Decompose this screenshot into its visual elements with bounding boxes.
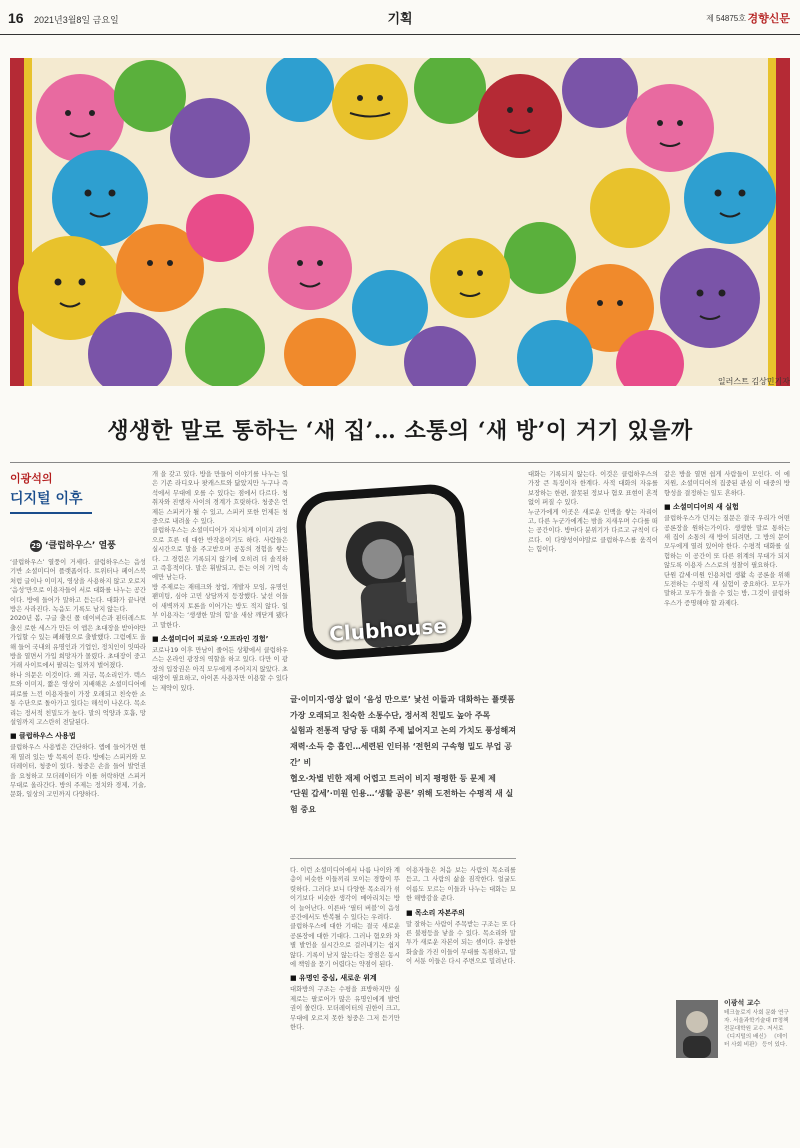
body-column-2 bbox=[152, 470, 288, 1138]
pull-quote-line: 협오·차별 빈한 재제 어렵고 트러이 비지 평평한 등 문제 제 bbox=[290, 773, 496, 783]
face-circle bbox=[504, 222, 576, 294]
paragraph: 대화방의 구조는 수평을 표방하지만 실제로는 팔로어가 많은 유명인에게 발언권이 쏠린다. 모더레이터의 권한이 크고, 무대에 오르지 못한 청중은 그저 듣기만 한다. bbox=[290, 986, 400, 1032]
paragraph: 클럽하우스 사용법은 간단하다. 앱에 들어가면 현재 열려 있는 방 목록이 뜬다. 방에는 스피커와 모더레이터, 청중이 있다. 청중은 손을 들어 발언권을 요청하고 모더레이터가 이를 허락하면 스피커 무대로 올라간다. 방의 주제는 정치와 경제, 기술, 문화, 일상의 고민까지 다양하다. bbox=[10, 744, 146, 799]
pull-quote bbox=[290, 692, 516, 818]
face-circle bbox=[332, 64, 408, 140]
pull-quote-line: 글·이미지·영상 없이 ‘음성 만으로’ 낯선 이들과 대화하는 플랫폼 bbox=[290, 695, 515, 704]
masthead-rule bbox=[0, 34, 800, 35]
face-circle bbox=[590, 168, 670, 248]
face-circle bbox=[186, 194, 254, 262]
pull-quote-line: ‘단원 갑세’·미원 인용…‘생활 공론’ 위해 도전하는 수평적 새 실험 중요 bbox=[290, 789, 514, 814]
paragraph: 하나 의문은 이것이다. 왜 지금, 목소리인가. 텍스트와 이미지, 짧은 영상이 지배해온 소셜미디어에 피로를 느낀 이용자들이 가장 오래되고 친숙한 소통 수단으로 돌아가고 있다는 해석이 나온다. 목소리는 정서적 친밀도가 높다. 말의 억양과 호흡, 망설임까지 고스란히 전달된다. bbox=[10, 671, 146, 726]
subheading: ■ 유명인 중심, 새로운 위계 bbox=[290, 974, 377, 983]
body-column-3 bbox=[290, 866, 400, 1138]
face-circle bbox=[36, 74, 124, 162]
column-topic bbox=[30, 538, 116, 552]
pull-quote-line: 가장 오래되고 친숙한 소통수단, 정서적 친밀도 높아 주목 bbox=[290, 710, 491, 720]
paragraph: 클럽하우스가 던지는 질문은 결국 우리가 어떤 공론장을 원하는가이다. 생생한 말로 통하는 새 집이 소통의 새 방이 되려면, 그 방의 문이 모두에게 열려 있어야 한다. 수평적 대화를 실험하는 이 공간이 또 다른 위계의 무대가 되지 않도록 이용자 스스로의 성찰이 필요하다. bbox=[664, 515, 790, 570]
face-circle bbox=[268, 226, 352, 310]
face-circle bbox=[430, 238, 510, 318]
masthead bbox=[0, 0, 800, 44]
face-circle bbox=[185, 308, 265, 386]
topic-number-icon: 29 bbox=[31, 541, 41, 550]
paragraph: 말 잘하는 사람이 주목받는 구조는 또 다른 불평등을 낳을 수 있다. 목소리와 말투가 새로운 자본이 되는 셈이다. 유창한 화술을 가진 이들이 무대를 독점하고, 말이 서툰 이들은 다시 주변으로 밀려난다. bbox=[406, 920, 516, 966]
topic-label: ‘클럽하우스’ 열풍 bbox=[45, 541, 116, 551]
author-photo bbox=[676, 1000, 718, 1058]
headline: 생생한 말로 통하는 ‘새 집’… 소통의 ‘새 방’이 거기 있을까 bbox=[107, 418, 693, 444]
paragraph: 코로나19 이후 만남이 줄어든 상황에서 클럽하우스는 온라인 광장의 역할을 하고 있다. 다만 이 광장의 입장권은 아직 모두에게 주어지지 않았다. 초대장이 필요하고, 아이폰 사용자만 이용할 수 있다는 제약이 있다. bbox=[152, 646, 288, 692]
paragraph: 개 을 갖고 있다. 방을 만들어 이야기를 나누는 일은 기존 라디오나 팟캐스트와 닮았지만 누구나 즉석에서 무대에 오를 수 있다는 점에서 다르다. 청취자와 진행자 사이의 경계가 흐릿하다. 청중은 언제든 스피커가 될 수 있고, 스피커 또한 언제든 청중으로 내려올 수 있다. bbox=[152, 471, 288, 526]
paragraph: 방 주제로는 재테크와 창업, 개발자 모임, 유명인 팬미팅, 심야 고민 상담까지 등장했다. 낯선 이들이 새벽까지 토론을 이어가는 방도 적지 않다. 일부 이용자는 ‘생생한 말의 힘’을 새삼 깨닫게 됐다고 말한다. bbox=[152, 583, 288, 629]
body-column-1 bbox=[10, 558, 146, 1138]
face-circle bbox=[52, 150, 148, 246]
paragraph: 클럽하우스에 대한 기대는 결국 새로운 공론장에 대한 기대다. 그러나 혐오와 차별 발언을 실시간으로 걸러내기는 쉽지 않다. 기록이 남지 않는다는 장점은 동시에 책임을 묻기 어렵다는 약점이 된다. bbox=[290, 923, 400, 969]
face-circle bbox=[626, 84, 714, 172]
paragraph: 누군가에게 이곳은 새로운 인맥을 쌓는 자리이고, 다른 누군가에게는 밤을 지새우며 수다를 떠는 공간이다. 방마다 분위기가 다르고 규칙이 다르다. 이 다양성이야말로 클럽하우스를 움직이는 힘이다. bbox=[528, 508, 658, 554]
logo-wordmark: Clubhouse bbox=[328, 613, 448, 646]
column-author: 이광석의 bbox=[10, 472, 53, 485]
pull-quote-line: 재력·소득 층 흡인…세련된 인터뷰 ‘전헌의 구속형 밀도 부업 공간’ 비 bbox=[290, 742, 512, 767]
subheading: ■ 소셜미디어 피로와 ‘오프라인 경험’ bbox=[152, 634, 269, 643]
subheading: ■ 소셜미디어의 새 실험 bbox=[664, 503, 739, 512]
paragraph: 2020년 봄, 구글 출신 폴 데이비슨과 핀터레스트 출신 로한 세스가 만든 이 앱은 초대장을 받아야만 가입할 수 있는 폐쇄형으로 출발했다. 그럼에도 올해 들어 국내외 유명인과 기업인, 정치인이 잇따라 방을 열면서 가입 희망자가 몰렸다. 초대장이 중고 거래 사이트에서 팔리는 일까지 벌어졌다. bbox=[10, 615, 146, 670]
illustration-credit: 일러스트 김상민기자 bbox=[717, 377, 790, 386]
page-number: 16 bbox=[8, 10, 24, 26]
column-title-rule bbox=[10, 512, 92, 514]
face-circle bbox=[170, 98, 250, 178]
publication-date: 2021년3월8일 금요일 bbox=[34, 15, 119, 25]
author-description: 테크놀로지 사회 문화 연구자. 서울과학기술대 IT정책전문대학원 교수. 저서로 《디지털의 배신》 《데이터 사회 비판》 등이 있다. bbox=[724, 1010, 789, 1048]
author-portrait-icon bbox=[676, 1000, 718, 1058]
face-circle bbox=[478, 74, 562, 158]
column-title: 디지털 이후 bbox=[10, 491, 83, 507]
column-header bbox=[10, 470, 92, 514]
face-circle bbox=[684, 152, 776, 244]
body-column-4 bbox=[528, 470, 658, 1138]
paragraph: 다. 이런 소셜미디어에서 나름 나이와 계층이 비슷한 이들끼리 모이는 경향이 뚜렷하다. 그러다 보니 다양한 목소리가 섞이기보다 비슷한 생각이 메아리치는 방이 늘어난다. 이른바 ‘필터 버블’이 음성 공간에서도 반복될 수 있다는 우려다. bbox=[290, 867, 400, 922]
pull-quote-rule bbox=[290, 858, 516, 859]
paragraph: 대화는 기록되지 않는다. 이것은 클럽하우스의 가장 큰 특징이자 한계다. 사적 대화의 자유를 보장하는 한편, 잘못된 정보나 혐오 표현이 흔적 없이 퍼질 수 있다. bbox=[528, 471, 658, 507]
subheading: ■ 클럽하우스 사용법 bbox=[10, 732, 76, 741]
paragraph: 클럽하우스는 소셜미디어가 지나치게 이미지 과잉으로 흐른 데 대한 반작용이기도 하다. 사람들은 실시간으로 말을 주고받으며 공동의 경험을 쌓는다. 그 경험은 기록되지 않기에 오히려 더 솔직하고 즉흥적이다. 말은 휘발되고, 듣는 이의 기억 속에만 남는다. bbox=[152, 527, 288, 582]
paragraph: 이용자들은 처음 보는 사람의 목소리를 듣고, 그 사람의 삶을 짐작한다. 얼굴도 이름도 모르는 이들과 나누는 대화는 묘한 해방감을 준다. bbox=[406, 867, 516, 903]
headline-rule bbox=[10, 462, 790, 463]
newspaper-logo: 경향신문 bbox=[747, 12, 790, 25]
face-circle bbox=[660, 248, 760, 348]
paragraph: 단원 갑세·미원 인용처럼 생활 속 공론을 위해 도전하는 수평적 새 실험이 중요하다. 모두가 말하고 모두가 들을 수 있는 방, 그것이 클럽하우스가 증명해야 할 과제다. bbox=[664, 571, 790, 607]
faces-illustration bbox=[10, 58, 790, 386]
paragraph: ‘클럽하우스’ 열풍이 거세다. 클럽하우스는 음성 기반 소셜미디어 플랫폼이다. 트위터나 페이스북처럼 글이나 이미지, 영상을 사용하지 않고 오로지 ‘음성’만으로 이용자들이 서로 대화를 나누는 공간이다. 방에 들어가 말하고 듣는다. 대화가 끝나면 방은 사라진다. 녹음도 기록도 남지 않는다. bbox=[10, 559, 146, 614]
subheading: ■ 목소리 자본주의 bbox=[406, 908, 465, 917]
clubhouse-logo bbox=[294, 482, 473, 661]
body-column-5 bbox=[664, 470, 790, 992]
pull-quote-line: 실험과 전통적 당당 동 대회 주제 넓어지고 논의 가치도 풍성해져 bbox=[290, 726, 516, 736]
section-label: 기획 bbox=[387, 12, 413, 27]
illustration bbox=[10, 58, 790, 386]
paragraph: 같은 방을 열면 쉽게 사람들이 모인다. 이 에 지원, 소셜미디어의 집중된 관심 이 대중의 방향성을 결정하는 일도 흔하다. bbox=[664, 471, 790, 497]
issue-number: 제 54875호 bbox=[706, 14, 746, 23]
body-column-3b bbox=[406, 866, 516, 1138]
author-name: 이광석 교수 bbox=[724, 999, 761, 1007]
face-circle bbox=[352, 270, 428, 346]
